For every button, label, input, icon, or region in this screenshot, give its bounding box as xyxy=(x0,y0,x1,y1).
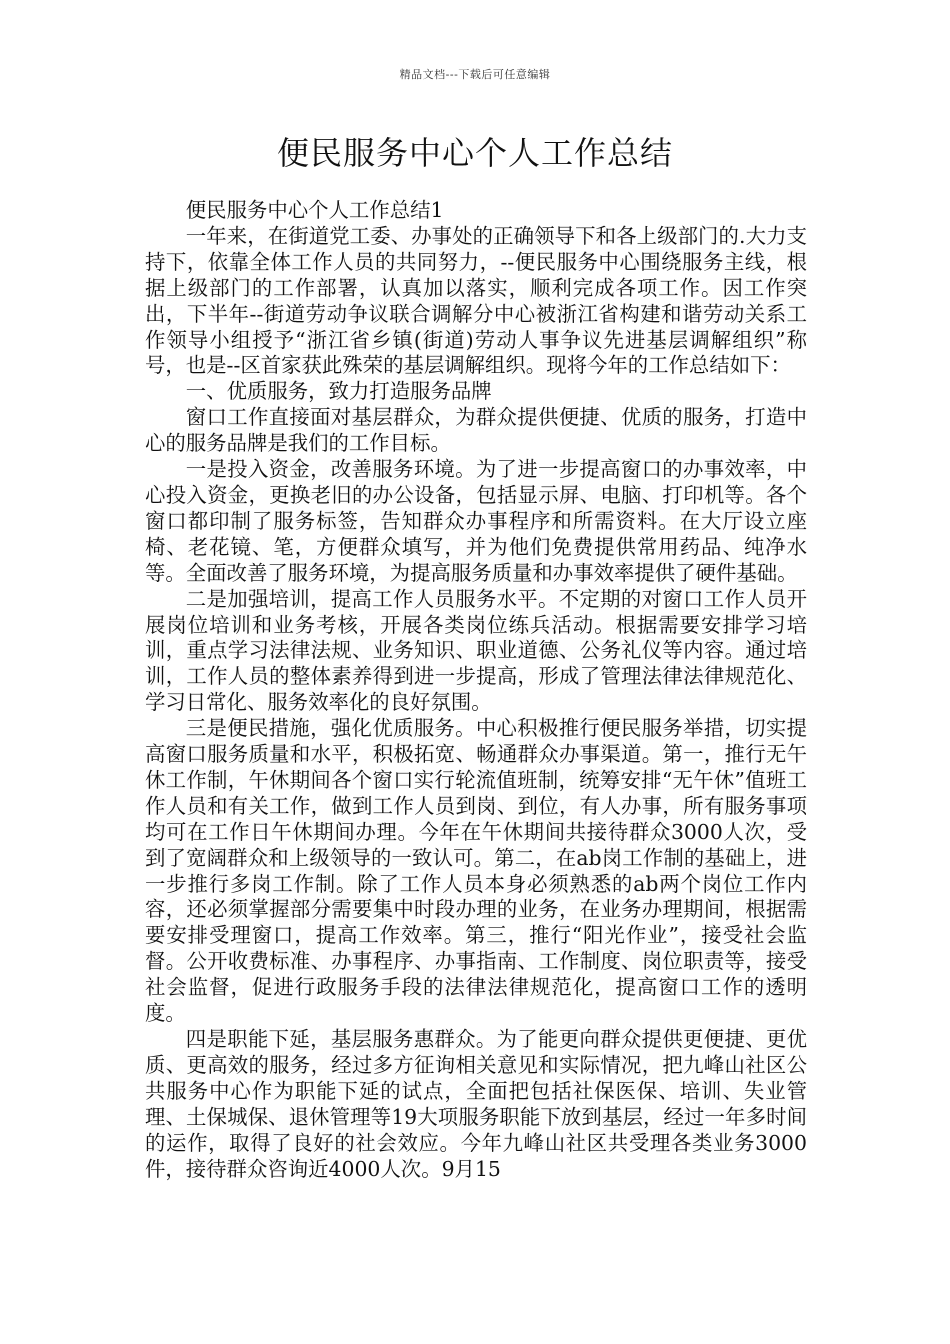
document-title: 便民服务中心个人工作总结 xyxy=(276,134,673,172)
section-heading: 一、优质服务，致力打造服务品牌 xyxy=(185,379,492,404)
intro-paragraph: 一年来，在街道党工委、办事处的正确领导下和各上级部门的.大力支持下，依靠全体工作人员的共同努力，--便民服务中心围绕服务主线，根据上级部门的工作部署，认真加以落实，顺利完成各项工作。因工作突出，下半年--街道劳动争议联合调解分中心被浙江省构建和谐劳动关系工作领导小组授予“浙江省乡镇(街道)劳动人事争议先进基层调解组织”称号，也是--区首家获此殊荣的基层调解组织。现将今年的工作总结如下： xyxy=(145,223,807,378)
body-paragraph: 三是便民措施，强化优质服务。中心积极推行便民服务举措，切实提高窗口服务质量和水平，积极拓宽、畅通群众办事渠道。第一，推行无午休工作制，午休期间各个窗口实行轮流值班制，统筹安排“无午休”值班工作人员和有关工作，做到工作人员到岗、到位，有人办事，所有服务事项均可在工作日午休期间办理。今年在午休期间共接待群众3000人次，受到了宽阔群众和上级领导的一致认可。第二，在ab岗工作制的基础上，进一步推行多岗工作制。除了工作人员本身必须熟悉的ab两个岗位工作内容，还必须掌握部分需要集中时段办理的业务，在业务办理期间，根据需要安排受理窗口，提高工作效率。第三，推行“阳光作业”，接受社会监督。公开收费标准、办事程序、办事指南、工作制度、岗位职责等，接受社会监督，促进行政服务手段的法律法律规范化，提高窗口工作的透明度。 xyxy=(145,716,807,1026)
body-paragraph: 一是投入资金，改善服务环境。为了进一步提高窗口的办事效率，中心投入资金，更换老旧的办公设备，包括显示屏、电脑、打印机等。各个窗口都印制了服务标签，告知群众办事程序和所需资料。在大厅设立座椅、老花镜、笔，方便群众填写，并为他们免费提供常用药品、纯净水等。全面改善了服务环境，为提高服务质量和办事效率提供了硬件基础。 xyxy=(145,457,807,585)
body-paragraph: 二是加强培训，提高工作人员服务水平。不定期的对窗口工作人员开展岗位培训和业务考核，开展各类岗位练兵活动。根据需要安排学习培训，重点学习法律法规、业务知识、职业道德、公务礼仪等内容。通过培训，工作人员的整体素养得到进一步提高，形成了管理法律法律规范化、学习日常化、服务效率化的良好氛围。 xyxy=(145,586,807,715)
document-body xyxy=(145,198,807,1182)
subtitle-paragraph: 便民服务中心个人工作总结1 xyxy=(185,198,444,222)
body-paragraph: 四是职能下延，基层服务惠群众。为了能更向群众提供更便捷、更优质、更高效的服务，经过多方征询相关意见和实际情况，把九峰山社区公共服务中心作为职能下延的试点，全面把包括社保医保、培训、失业管理、土保城保、退休管理等19大项服务职能下放到基层，经过一年多时间的运作，取得了良好的社会效应。今年九峰山社区共受理各类业务3000件，接待群众咨询近4000人次。9月15 xyxy=(145,1027,807,1181)
body-paragraph: 窗口工作直接面对基层群众，为群众提供便捷、优质的服务，打造中心的服务品牌是我们的工作目标。 xyxy=(145,405,807,456)
header-note: 精品文档---下载后可任意编辑 xyxy=(399,68,551,81)
